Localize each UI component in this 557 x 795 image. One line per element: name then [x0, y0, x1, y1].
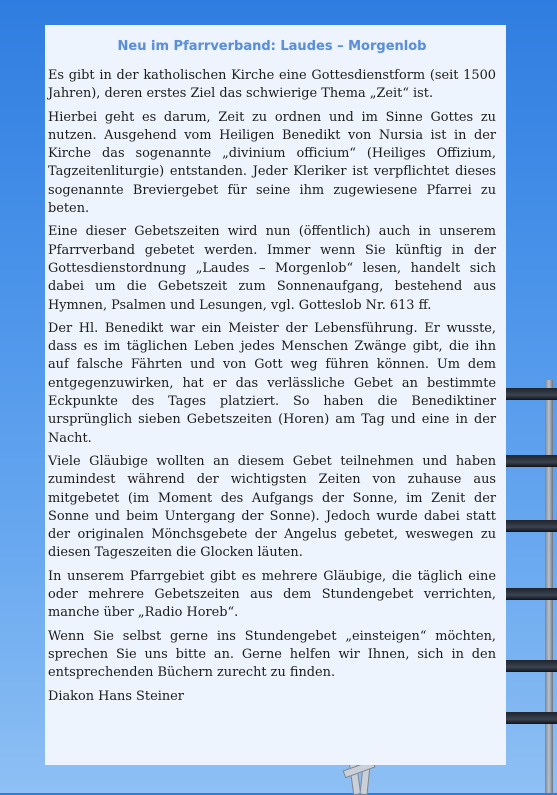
- article-paragraph: Der Hl. Benedikt war ein Meister der Lebensführung. Er wusste, dass es im täglichen Leben jedes Menschen Zwänge gibt, die ihn auf falsche Fährten und von Gott weg führen können. Um dem entgegenzuwirken, hat er das verlässliche Gebet an bestimmte Eckpunkte des Tages platziert. So haben die Benediktiner ursprünglich sieben Gebetszeiten (Horen) am Tag und eine in der Nacht.: [48, 320, 496, 446]
- article-paragraph: Es gibt in der katholischen Kirche eine Gottesdienstform (seit 1500 Jahren), deren erstes Ziel das schwierige Thema „Zeit“ ist.: [48, 68, 496, 102]
- tower-crossbar: [505, 660, 557, 672]
- tower-crossbar: [505, 520, 557, 532]
- background-tower-structure: [505, 0, 557, 793]
- tower-crossbar: [505, 712, 557, 724]
- article-card: [45, 25, 506, 765]
- article-paragraph: Eine dieser Gebetszeiten wird nun (öffentlich) auch in unserem Pfarrverband gebetet werden. Immer wenn Sie künftig in der Gottesdienstordnung „Laudes – Morgenlob“ lesen, handelt sich dabei um die Gebetszeit zum Sonnenaufgang, bestehend aus Hymnen, Psalmen und Lesungen, vgl. Gotteslob Nr. 613 ff.: [48, 224, 496, 313]
- article-paragraph: Viele Gläubige wollten an diesem Gebet teilnehmen und haben zumindest während der wichtigsten Zeiten von zuhause aus mitgebetet (im Moment des Aufgangs der Sonne, im Zenit der Sonne und beim Untergang der Sonne). Jedoch wurde dabei statt der originalen Mönchsgebete der Angelus gebetet, weswegen zu diesen Tageszeiten die Glocken läuten.: [48, 453, 496, 561]
- article-signature: Diakon Hans Steiner: [48, 688, 184, 704]
- tower-crossbar: [505, 388, 557, 400]
- tower-crossbar: [505, 588, 557, 600]
- article-paragraph: Hierbei geht es darum, Zeit zu ordnen und im Sinne Gottes zu nutzen. Ausgehend vom Heiligen Benedikt von Nursia ist in der Kirche das sogenannte „divinium officium“ (Heiliges Offizium, Tagzeitenliturgie) entstanden. Jeder Kleriker ist verpflichtet dieses sogenannte Breviergebet für seine ihm zugewiesene Pfarrei zu beten.: [48, 109, 496, 217]
- article-paragraph: In unserem Pfarrgebiet gibt es mehrere Gläubige, die täglich eine oder mehrere Gebetszeiten aus dem Stundengebet verrichten, manche über „Radio Horeb“.: [48, 568, 496, 621]
- tower-post: [545, 380, 553, 793]
- article-title: Neu im Pfarrverband: Laudes – Morgenlob: [117, 39, 427, 54]
- article-paragraph: Wenn Sie selbst gerne ins Stundengebet „einsteigen“ möchten, sprechen Sie uns bitte an. Gerne helfen wir Ihnen, sich in den entsprechenden Büchern zurecht zu finden.: [48, 628, 496, 681]
- tower-crossbar: [505, 455, 557, 467]
